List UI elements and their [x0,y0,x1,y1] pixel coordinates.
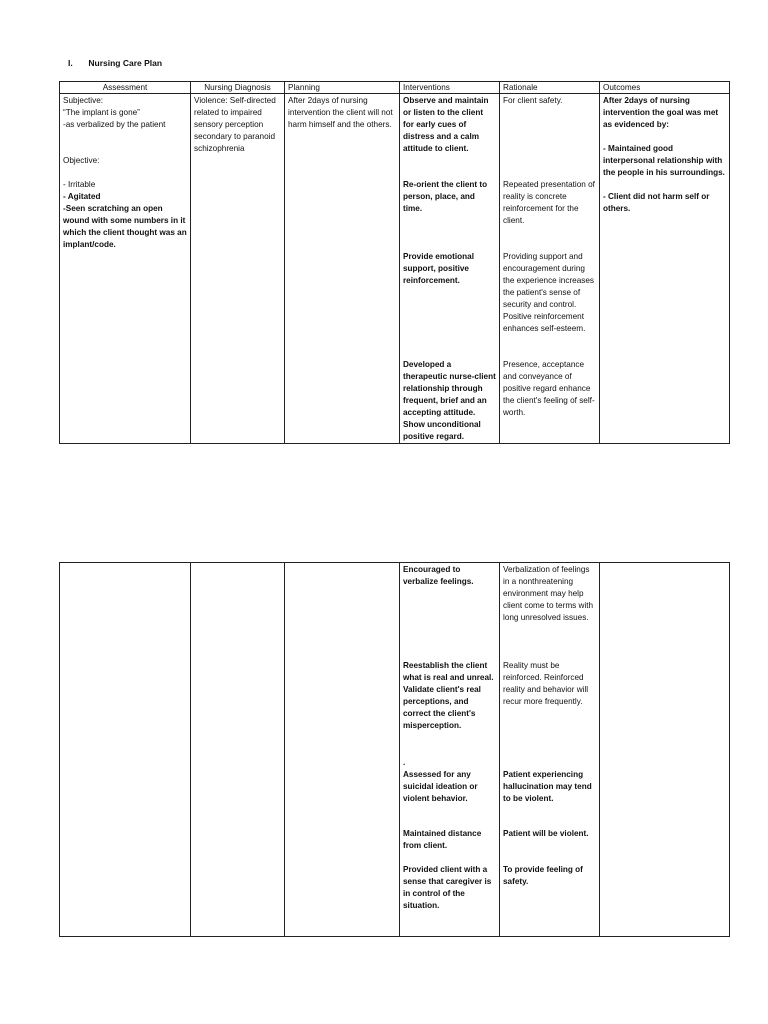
rationale-item: For client safety. [503,96,563,105]
assessment-cell [60,563,191,937]
subjective-verbalized: -as verbalized by the patient [63,120,166,129]
col-header-outcomes: Outcomes [600,82,730,94]
objective-item: - Irritable [63,180,96,189]
rationale-cell [500,94,600,444]
diagnosis-cell [191,563,285,937]
outcome-item: After 2days of nursing intervention the goal was met as evidenced by: [603,96,719,129]
planning-cell [285,94,400,444]
col-header-planning: Planning [285,82,400,94]
outcome-item: - Client did not harm self or others. [603,192,710,213]
header-row [60,82,730,94]
rationale-item: Providing support and encouragement during the experience increases the patient's sense of security and control. Positive reinforcement enhances self-esteem. [503,252,595,333]
rationale-item: To provide feeling of safety. [503,865,583,886]
outcome-item: - Maintained good interpersonal relationship with the people in his surroundings. [603,144,725,177]
rationale-item: Presence, acceptance and conveyance of positive regard enhance the client's feeling of self-worth. [503,360,595,417]
intervention-item: Developed a therapeutic nurse-client relationship through frequent, brief and an accepting attitude. Show unconditional positive regard. [403,360,496,441]
subjective-quote: “The implant is gone” [63,108,140,117]
intervention-item: . [403,758,406,767]
planning-text: After 2days of nursing intervention the client will not harm himself and the others. [288,96,393,129]
planning-cell [285,563,400,937]
table-row [60,563,730,937]
objective-item: - Agitated [63,192,101,201]
diagnosis-cell [191,94,285,444]
rationale-item: Patient will be violent. [503,829,589,838]
interventions-cell [400,94,500,444]
section-title: Nursing Care Plan [88,58,163,68]
intervention-item: Reestablish the client what is real and unreal. Validate client's real perceptions, and correct the client's misperception. [403,661,494,730]
care-plan-table-page1 [59,81,730,444]
rationale-cell [500,563,600,937]
section-heading [68,58,162,68]
intervention-item: Provide emotional support, positive reinforcement. [403,252,474,285]
col-header-interventions: Interventions [400,82,500,94]
rationale-item: Repeated presentation of reality is concrete reinforcement for the client. [503,180,595,225]
intervention-item: Provided client with a sense that caregiver is in control of the situation. [403,865,492,910]
rationale-item: Verbalization of feelings in a nonthreatening environment may help client come to terms with long unresolved issues. [503,565,594,622]
assessment-cell [60,94,191,444]
objective-label: Objective: [63,156,100,165]
intervention-item: Observe and maintain or listen to the client for early cues of distress and a calm attitude to client. [403,96,489,153]
table-row [60,94,730,444]
subjective-label: Subjective: [63,96,104,105]
intervention-item: Maintained distance from client. [403,829,482,850]
intervention-item: Re-orient the client to person, place, and time. [403,180,488,213]
col-header-rationale: Rationale [500,82,600,94]
intervention-item: Encouraged to verbalize feelings. [403,565,474,586]
care-plan-table-page2 [59,562,730,937]
intervention-item: Assessed for any suicidal ideation or violent behavior. [403,770,478,803]
diagnosis-text: Violence: Self-directed related to impaired sensory perception secondary to paranoid schizophrenia [194,96,276,153]
col-header-diagnosis: Nursing Diagnosis [191,82,285,94]
objective-item: -Seen scratching an open wound with some numbers in it which the client thought was an implant/code. [63,204,187,249]
outcomes-cell [600,94,730,444]
rationale-item: Patient experiencing hallucination may tend to be violent. [503,770,592,803]
section-number: I. [68,58,73,68]
outcomes-cell [600,563,730,937]
col-header-assessment: Assessment [60,82,191,94]
rationale-item: Reality must be reinforced. Reinforced reality and behavior will recur more frequently. [503,661,589,706]
interventions-cell [400,563,500,937]
